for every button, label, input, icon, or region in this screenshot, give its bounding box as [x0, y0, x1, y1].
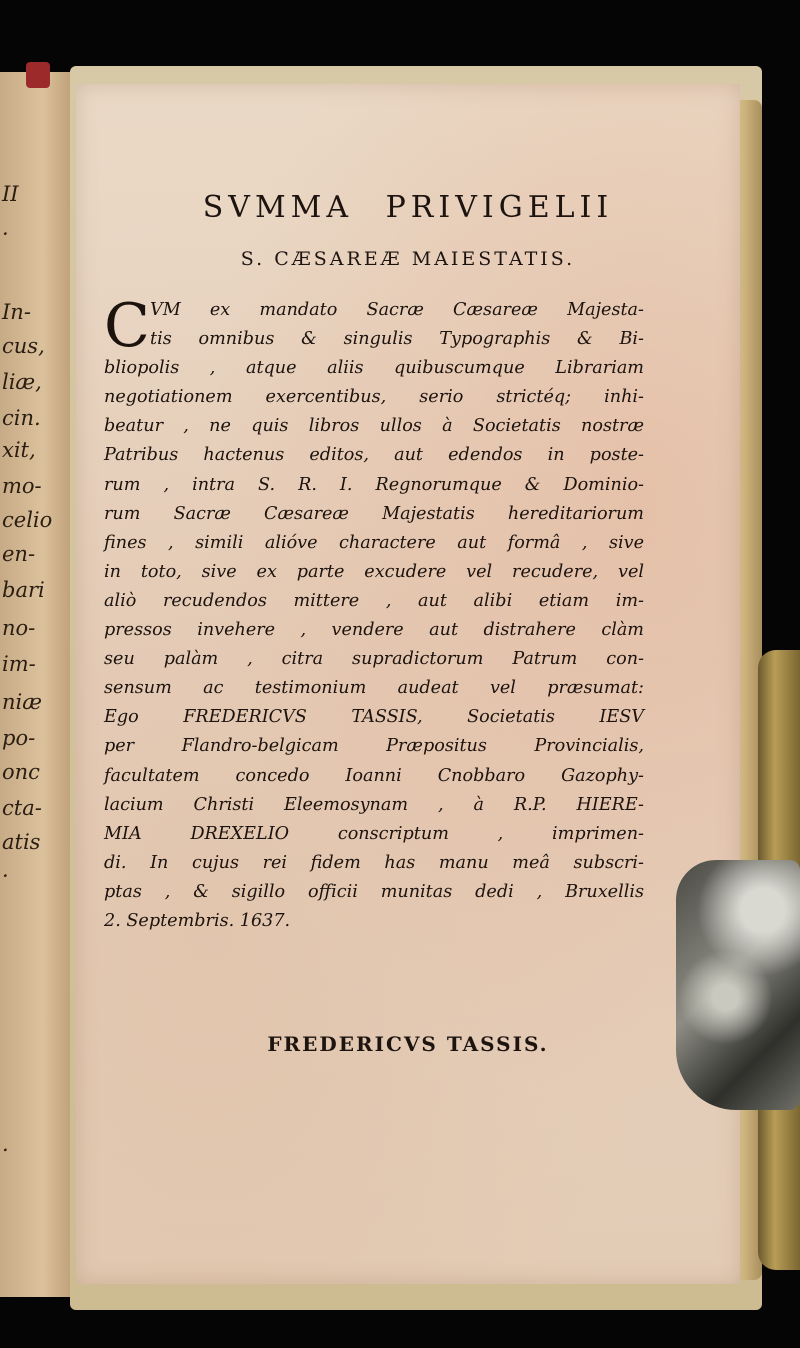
text-line: di. In cujus rei fidem has manu meâ subscri-: [104, 852, 644, 873]
text-lines: [104, 291, 644, 936]
text-line: VM ex mandato Sacræ Cæsareæ Majesta-: [150, 300, 644, 320]
bookmark-ribbon: [26, 62, 50, 88]
page-subtitle: S. CÆSAREÆ MAIESTATIS.: [240, 248, 576, 270]
text-line: ptas , & sigillo officii munitas dedi , Bruxellis: [104, 881, 644, 902]
left-facing-page: [0, 72, 78, 1297]
privilege-text: [104, 291, 644, 936]
left-page-fragment: cin.: [2, 406, 41, 430]
text-line: rum , intra S. R. I. Regnorumque & Dominio-: [104, 474, 644, 495]
text-line: sensum ac testimonium audeat vel præsumat:: [104, 678, 644, 699]
text-line: per Flandro-belgicam Præpositus Provincialis,: [104, 736, 644, 757]
drop-cap: C: [104, 291, 150, 361]
left-page-fragment: cus,: [2, 334, 45, 358]
left-page-fragment: im-: [2, 652, 36, 676]
left-page-fragment: bari: [2, 578, 45, 602]
left-page-fragment: onc: [2, 760, 40, 784]
left-page-fragment: II: [2, 182, 19, 206]
text-line: 2. Septembris. 1637.: [104, 910, 291, 931]
text-line: seu palàm , citra supradictorum Patrum con-: [104, 649, 644, 670]
text-line: Patribus hactenus editos, aut edendos in poste-: [104, 445, 644, 466]
left-page-fragment: In-: [2, 300, 31, 324]
text-line: aliò recudendos mittere , aut alibi etiam im-: [104, 590, 644, 611]
left-page-fragment: ·: [2, 864, 9, 888]
metal-clasp: [676, 860, 800, 1110]
left-page-fragment: xit,: [2, 438, 36, 462]
text-line: MIA DREXELIO conscriptum , imprimen-: [104, 823, 644, 844]
left-page-fragment: celio: [2, 508, 53, 532]
text-line: in toto, sive ex parte excudere vel recudere, vel: [104, 561, 644, 582]
left-page-fragment: cta-: [2, 796, 42, 820]
text-line: rum Sacræ Cæsareæ Majestatis hereditariorum: [104, 503, 644, 524]
privilege-page: [76, 84, 740, 1284]
signature: FREDERICVS TASSIS.: [267, 1032, 549, 1056]
text-line: beatur , ne quis libros ullos à Societatis nostræ: [104, 416, 644, 437]
text-line: fines , simili alióve charactere aut formâ , sive: [104, 532, 644, 553]
left-page-fragment: liæ,: [2, 370, 42, 394]
text-line: negotiationem exercentibus, serio strictéq; inhi-: [104, 387, 644, 408]
text-line: pressos invehere , vendere aut distrahere clàm: [104, 620, 644, 641]
text-line: lacium Christi Eleemosynam , à R.P. HIERE-: [104, 794, 644, 815]
left-page-fragment: no-: [2, 616, 36, 640]
page-title: SVMMA PRIVIGELII: [202, 190, 614, 225]
left-page-fragment: .: [2, 1132, 9, 1156]
left-page-fragment: po-: [2, 726, 36, 750]
left-page-fragment: niæ: [2, 690, 42, 714]
left-page-fragment: en-: [2, 542, 36, 566]
text-line: facultatem concedo Ioanni Cnobbaro Gazophy-: [104, 765, 644, 786]
left-page-fragment: ·: [2, 222, 9, 246]
text-line: tis omnibus & singulis Typographis & Bi-: [150, 329, 644, 350]
text-line: Ego FREDERICVS TASSIS, Societatis IESV: [104, 707, 644, 728]
text-line: bliopolis , atque aliis quibuscumque Librariam: [104, 358, 644, 379]
left-page-fragment: mo-: [2, 474, 42, 498]
left-page-fragment: atis: [2, 830, 41, 854]
